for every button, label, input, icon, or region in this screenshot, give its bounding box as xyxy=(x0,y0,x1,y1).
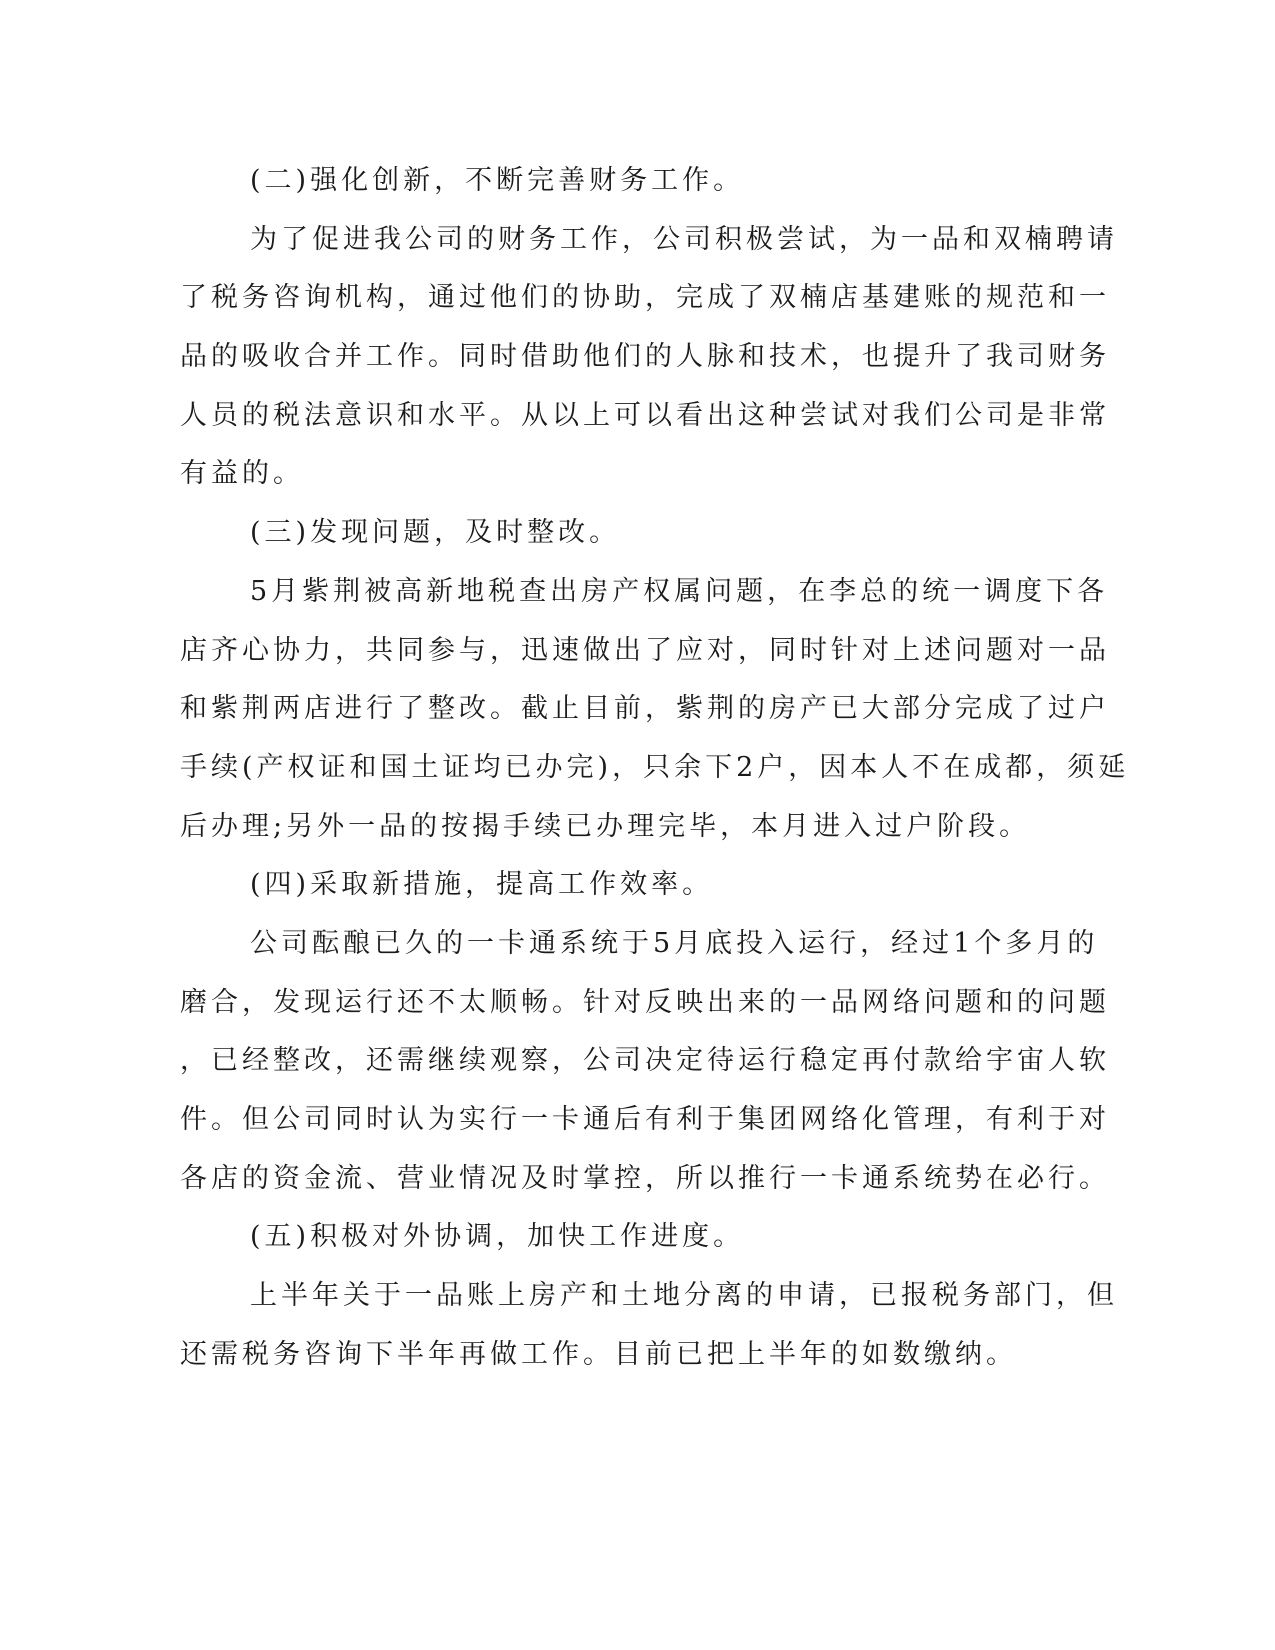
paragraph-line: 有益的。 xyxy=(180,458,304,490)
paragraph-line: 人员的税法意识和水平。从以上可以看出这种尝试对我们公司是非常 xyxy=(180,399,1110,431)
document-body xyxy=(180,152,1130,1384)
section-heading-2: (二)强化创新，不断完善财务工作。 xyxy=(250,165,745,196)
paragraph-line: ，已经整改，还需继续观察，公司决定待运行稳定再付款给宇宙人软 xyxy=(180,1045,1110,1077)
paragraph-line: 5月紫荆被高新地税查出房产权属问题，在李总的统一调度下各 xyxy=(250,575,1109,607)
paragraph-line: 和紫荆两店进行了整改。截止目前，紫荆的房产已大部分完成了过户 xyxy=(180,693,1110,725)
section-heading-4: (四)采取新措施，提高工作效率。 xyxy=(250,869,714,901)
paragraph-line: 了税务咨询机构，通过他们的协助，完成了双楠店基建账的规范和一 xyxy=(180,282,1110,314)
section-heading-5: (五)积极对外协调，加快工作进度。 xyxy=(250,1221,745,1253)
paragraph-line: 店齐心协力，共同参与，迅速做出了应对，同时针对上述问题对一品 xyxy=(180,634,1110,666)
paragraph-line: 公司酝酿已久的一卡通系统于5月底投入运行，经过1个多月的 xyxy=(250,927,1099,959)
paragraph-line: 为了促进我公司的财务工作，公司积极尝试，为一品和双楠聘请 xyxy=(250,223,1118,255)
paragraph-line: 后办理;另外一品的按揭手续已办理完毕，本月进入过户阶段。 xyxy=(180,810,1031,842)
paragraph-line: 磨合，发现运行还不太顺畅。针对反映出来的一品网络问题和的问题 xyxy=(180,986,1110,1018)
paragraph-line: 件。但公司同时认为实行一卡通后有利于集团网络化管理，有利于对 xyxy=(180,1104,1110,1135)
paragraph-line: 各店的资金流、营业情况及时掌控，所以推行一卡通系统势在必行。 xyxy=(180,1162,1110,1194)
paragraph-line: 品的吸收合并工作。同时借助他们的人脉和技术，也提升了我司财务 xyxy=(180,341,1110,373)
paragraph-line: 上半年关于一品账上房产和土地分离的申请，已报税务部门，但 xyxy=(250,1280,1118,1312)
paragraph-line: 手续(产权证和国土证均已办完)，只余下2户，因本人不在成都，须延 xyxy=(180,751,1130,783)
paragraph-line: 还需税务咨询下半年再做工作。目前已把上半年的如数缴纳。 xyxy=(180,1338,1017,1370)
section-heading-3: (三)发现问题，及时整改。 xyxy=(250,517,621,549)
